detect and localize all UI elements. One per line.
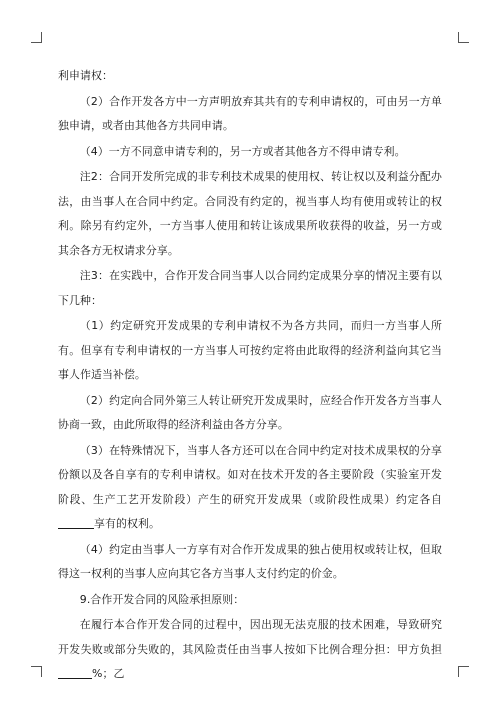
- crop-mark-bottom-right: [458, 666, 469, 677]
- paragraph-text: 享有的权利。: [94, 517, 160, 530]
- paragraph: （4）一方不同意申请专利的，另一方或者其他各方不得申请专利。: [79, 144, 406, 158]
- paragraph: 利申请权：: [58, 69, 113, 82]
- paragraph-text: %；乙: [92, 667, 125, 680]
- paragraph: （2）合作开发各方中一方声明放弃其共有的专利申请权的，可由另一方单独申请，或者由其他各方共同申请。: [58, 94, 442, 132]
- paragraph: （1）约定研究开发成果的专利申请权不为各方共同，而归一方当事人所有。但享有专利申请权的一方当事人可按约定将由此取得的经济利益向其它当事人作适当补偿。: [58, 319, 442, 381]
- paragraph: 注3：在实践中，合作开发合同当事人以合同约定成果分享的情况主要有以下几种：: [58, 269, 442, 307]
- crop-mark-top-left: [31, 32, 42, 43]
- paragraph-text: （3）在特殊情况下，当事人各方还可以在合同中约定对技术成果权的分享份额以及各自享有的专利申请权。如对在技术开发的各主要阶段（实验室开发阶段、生产工艺开发阶段）产生的研究开发成果（或阶段性成果）约定各自: [58, 443, 442, 506]
- fill-in-blank: [58, 666, 92, 679]
- crop-mark-bottom-left: [31, 666, 42, 677]
- paragraph: [58, 439, 442, 537]
- fill-in-blank: [58, 516, 94, 529]
- paragraph: （4）约定由当事人一方享有对合作开发成果的独占使用权或转让权，但取得这一权利的当事人应向其它各方当事人支付约定的价金。: [58, 542, 442, 580]
- crop-mark-top-right: [458, 32, 469, 43]
- paragraph: 9.合作开发合同的风险承担原则：: [79, 592, 245, 606]
- paragraph: [58, 613, 442, 687]
- document-body: [58, 64, 442, 688]
- paragraph: （2）约定向合同外第三人转让研究开发成果时，应经合作开发各方当事人协商一致，由此所取得的经济利益由各方分享。: [58, 393, 442, 431]
- paragraph: 注2：合同开发所完成的非专利技术成果的使用权、转让权以及利益分配办法，由当事人在合同中约定。合同没有约定的，视当事人均有使用或转让的权利。除另有约定外，一方当事人使用和转让该成果所收获得的收益，另一方或其余各方无权请求分享。: [58, 170, 442, 257]
- paragraph-text: 在履行本合作开发合同的过程中，因出现无法克服的技术困难，导致研究开发失败或部分失败的，其风险责任由当事人按如下比例合理分担：甲方负担: [58, 618, 442, 656]
